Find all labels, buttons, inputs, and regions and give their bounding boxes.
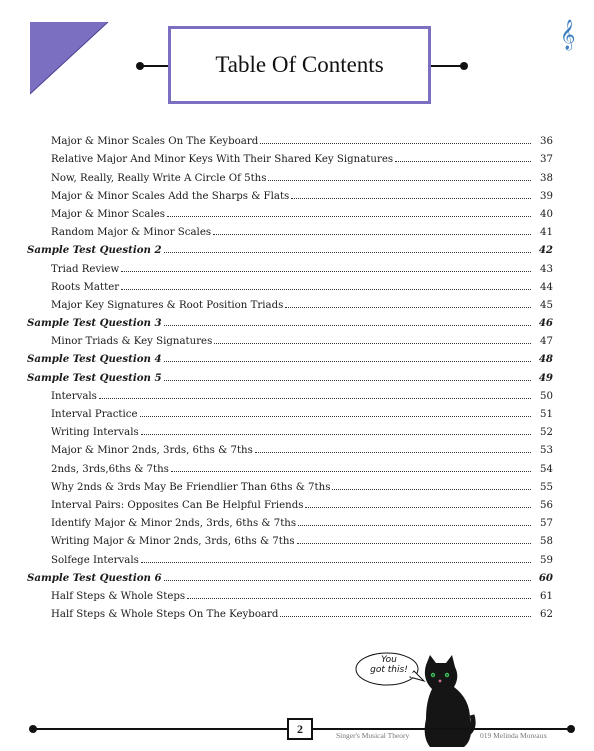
toc-entry-label: Major & Minor Scales On The Keyboard <box>51 136 259 148</box>
toc-entry-page: 60 <box>538 571 553 584</box>
footer-rule-left-dot <box>29 725 37 733</box>
toc-leader-dots <box>167 216 531 217</box>
toc-entry-label: Major Key Signatures & Root Position Triads <box>51 299 284 311</box>
toc-leader-dots <box>141 562 531 563</box>
toc-leader-dots <box>305 507 531 508</box>
toc-entry <box>27 293 553 311</box>
toc-entry-page: 58 <box>540 536 553 548</box>
toc-entry-label: Identify Major & Minor 2nds, 3rds, 6ths & 7ths <box>51 518 297 530</box>
toc-entry-page: 51 <box>540 409 553 420</box>
toc-entry-page: 53 <box>540 445 553 457</box>
page-title: Table Of Contents <box>215 52 384 77</box>
toc-entry <box>27 547 553 565</box>
toc-leader-dots <box>213 234 531 235</box>
toc-entry-page: 43 <box>540 263 553 275</box>
toc-leader-dots <box>164 252 531 253</box>
toc-entry-page: 57 <box>540 518 553 530</box>
toc-entry-label: Now, Really, Really Write A Circle Of 5ths <box>51 172 267 184</box>
speech-bubble-line-2: got this! <box>370 665 408 675</box>
toc-entry-label: Solfege Intervals <box>51 554 139 566</box>
title-rule-right-dot <box>460 62 468 70</box>
toc-entry <box>27 147 553 165</box>
toc-entry-page: 37 <box>540 154 553 166</box>
toc-entry-label: Sample Test Question 3 <box>27 317 162 330</box>
toc-entry-page: 41 <box>540 227 553 239</box>
toc-entry <box>27 602 553 620</box>
toc-entry-page: 36 <box>540 136 553 148</box>
toc-section-entry <box>27 566 553 584</box>
toc-section-entry <box>27 347 553 365</box>
toc-entry-page: 55 <box>540 481 553 493</box>
speech-bubble-line-1: You <box>381 655 397 665</box>
toc-entry-page: 50 <box>540 390 553 402</box>
toc-leader-dots <box>164 380 531 381</box>
toc-leader-dots <box>214 343 531 344</box>
toc-entry-page: 38 <box>540 172 553 184</box>
toc-entry-page: 49 <box>538 371 553 384</box>
title-rule-right <box>430 65 464 67</box>
toc-leader-dots <box>260 143 531 144</box>
toc-entry-label: Major & Minor Scales <box>51 208 165 220</box>
footer-left-text: Singer's Musical Theory <box>336 731 410 740</box>
toc-entry-page: 52 <box>540 427 553 439</box>
toc-leader-dots <box>164 580 531 581</box>
toc-entry-page: 54 <box>540 463 553 475</box>
toc-entry-label: Writing Intervals <box>51 427 139 439</box>
toc-leader-dots <box>297 543 531 544</box>
page-number: 2 <box>287 718 313 740</box>
toc-entry <box>27 184 553 202</box>
toc-entry-label: Sample Test Question 6 <box>27 571 162 584</box>
toc-entry-page: 44 <box>540 281 553 293</box>
toc-section-entry <box>27 365 553 383</box>
toc-entry <box>27 165 553 183</box>
toc-entry <box>27 256 553 274</box>
table-of-contents <box>27 129 553 620</box>
toc-entry <box>27 202 553 220</box>
toc-entry <box>27 584 553 602</box>
toc-leader-dots <box>255 452 531 453</box>
toc-entry-page: 56 <box>540 499 553 511</box>
toc-leader-dots <box>164 361 531 362</box>
toc-leader-dots <box>121 271 531 272</box>
toc-entry-page: 48 <box>538 353 553 366</box>
toc-entry-page: 42 <box>538 244 553 257</box>
toc-entry-label: Interval Pairs: Opposites Can Be Helpful Friends <box>51 499 304 511</box>
toc-entry-page: 45 <box>540 299 553 311</box>
toc-entry <box>27 511 553 529</box>
toc-entry-label: Major & Minor 2nds, 3rds, 6ths & 7ths <box>51 445 253 457</box>
toc-entry-label: Interval Practice <box>51 409 138 420</box>
toc-entry-label: Half Steps & Whole Steps <box>51 590 186 602</box>
toc-entry-label: Major & Minor Scales Add the Sharps & Flats <box>51 190 290 202</box>
toc-entry <box>27 329 553 347</box>
toc-entry-page: 59 <box>540 554 553 566</box>
footer-rule-right-dot <box>567 725 575 733</box>
speech-bubble-text <box>358 655 420 675</box>
toc-leader-dots <box>280 616 531 617</box>
toc-entry-page: 61 <box>540 590 553 602</box>
toc-entry-label: Intervals <box>51 390 97 402</box>
toc-entry <box>27 456 553 474</box>
toc-leader-dots <box>268 180 531 181</box>
toc-leader-dots <box>291 198 531 199</box>
toc-entry <box>27 529 553 547</box>
toc-entry-label: Relative Major And Minor Keys With Their Shared Key Signatures <box>51 154 394 166</box>
toc-leader-dots <box>121 289 531 290</box>
toc-entry <box>27 438 553 456</box>
toc-entry <box>27 493 553 511</box>
black-cat-illustration <box>418 655 476 749</box>
toc-entry <box>27 129 553 147</box>
toc-entry <box>27 475 553 493</box>
title-box <box>168 26 431 104</box>
toc-entry-label: Sample Test Question 2 <box>27 244 162 257</box>
toc-leader-dots <box>298 525 531 526</box>
toc-section-entry <box>27 311 553 329</box>
toc-entry-label: Why 2nds & 3rds May Be Friendlier Than 6ths & 7ths <box>51 481 331 493</box>
toc-leader-dots <box>332 489 531 490</box>
toc-entry <box>27 275 553 293</box>
toc-leader-dots <box>140 416 532 417</box>
toc-entry-page: 46 <box>538 317 553 330</box>
footer-right-text: 019 Melinda Moreaux <box>480 731 548 740</box>
toc-entry-page: 47 <box>540 336 553 348</box>
toc-entry-page: 40 <box>540 208 553 220</box>
toc-entry-label: Roots Matter <box>51 281 120 293</box>
toc-entry <box>27 384 553 402</box>
title-rule-left <box>140 65 170 67</box>
toc-entry-label: Triad Review <box>51 263 120 275</box>
toc-leader-dots <box>187 598 531 599</box>
toc-leader-dots <box>395 161 531 162</box>
toc-entry <box>27 402 553 420</box>
toc-entry-label: Random Major & Minor Scales <box>51 227 212 239</box>
toc-entry-label: Minor Triads & Key Signatures <box>51 336 213 348</box>
title-rule-left-dot <box>136 62 144 70</box>
toc-entry-label: Sample Test Question 5 <box>27 371 162 384</box>
toc-entry-label: 2nds, 3rds,6ths & 7ths <box>51 463 169 475</box>
toc-entry <box>27 220 553 238</box>
toc-entry-page: 62 <box>540 609 553 621</box>
toc-entry-page: 39 <box>540 190 553 202</box>
toc-entry <box>27 420 553 438</box>
toc-leader-dots <box>99 398 531 399</box>
toc-leader-dots <box>164 325 531 326</box>
toc-leader-dots <box>171 471 531 472</box>
toc-entry-label: Sample Test Question 4 <box>27 353 162 366</box>
toc-leader-dots <box>285 307 531 308</box>
corner-triangle-decoration <box>30 22 110 96</box>
toc-entry-label: Half Steps & Whole Steps On The Keyboard <box>51 609 279 621</box>
treble-clef-icon: 𝄞 <box>560 20 576 50</box>
toc-entry-label: Writing Major & Minor 2nds, 3rds, 6ths & 7ths <box>51 536 295 548</box>
toc-leader-dots <box>141 434 531 435</box>
toc-section-entry <box>27 238 553 256</box>
